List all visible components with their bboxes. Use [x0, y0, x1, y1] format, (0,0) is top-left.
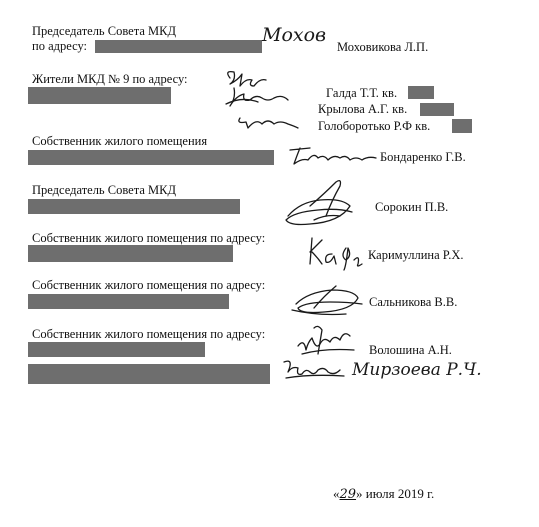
chair2-title: Председатель Совета МКД	[32, 183, 176, 197]
signature-owner3	[288, 282, 368, 318]
date-month-year: июля 2019 г.	[365, 486, 435, 501]
resident-name-2: Крылова А.Г. кв.	[318, 102, 408, 116]
resident-name-3: Голоборотько Р.Ф кв.	[318, 119, 431, 133]
redacted-apartment	[420, 103, 454, 116]
signature-chair2	[280, 176, 362, 232]
date-day: 29	[339, 487, 357, 502]
chair1-title: Председатель Совета МКД	[32, 24, 176, 38]
chair1-name: Моховикова Л.П.	[337, 40, 429, 54]
signature-handwritten-text: Мохов	[262, 24, 327, 46]
date-close-quote: »	[356, 486, 363, 501]
redacted-address	[28, 342, 205, 357]
redacted-address	[28, 245, 233, 262]
redacted-apartment	[452, 119, 472, 133]
owner2-name: Каримуллина Р.Х.	[368, 248, 464, 262]
redacted-address	[28, 150, 274, 165]
owner3-name: Сальникова В.В.	[369, 295, 458, 309]
date-open-quote: «	[333, 486, 340, 501]
handwritten-name: Мирзоева Р.Ч.	[352, 360, 482, 380]
owner4-label: Собственник жилого помещения по адресу:	[32, 327, 266, 341]
owner1-name: Бондаренко Г.В.	[380, 150, 466, 164]
chair2-name: Сорокин П.В.	[375, 200, 449, 214]
signature-residents	[222, 66, 312, 136]
signature-extra	[280, 356, 350, 384]
owner2-label: Собственник жилого помещения по адресу:	[32, 231, 266, 245]
redacted-address	[28, 87, 171, 104]
signature-owner1	[288, 142, 383, 170]
owner3-label: Собственник жилого помещения по адресу:	[32, 278, 266, 292]
resident-name-1: Галда Т.Т. кв.	[326, 86, 398, 100]
redacted-address	[28, 364, 270, 384]
owner1-label: Собственник жилого помещения	[32, 134, 208, 148]
owner4-name: Волошина А.Н.	[369, 343, 452, 357]
redacted-address	[28, 199, 240, 214]
redacted-address	[95, 40, 262, 53]
redacted-address	[28, 294, 229, 309]
redacted-apartment	[408, 86, 434, 99]
residents-label: Жители МКД № 9 по адресу:	[32, 72, 188, 86]
chair1-address-label: по адресу:	[32, 39, 88, 53]
signature-owner2	[306, 234, 364, 272]
document-date	[333, 487, 434, 502]
